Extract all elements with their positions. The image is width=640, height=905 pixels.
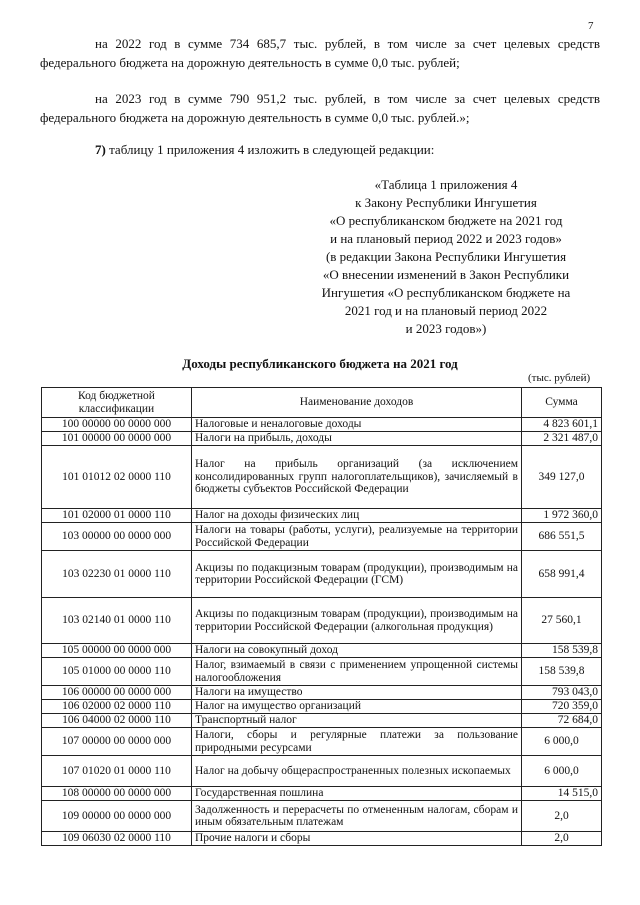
table-title: Доходы республиканского бюджета на 2021 год xyxy=(182,356,458,371)
table-row xyxy=(42,446,602,509)
row-code: 107 01020 01 0000 110 xyxy=(42,756,192,787)
annex-line: (в редакции Закона Республики Ингушетия xyxy=(325,249,567,264)
revenue-table xyxy=(41,387,602,846)
annex-line: «Таблица 1 приложения 4 xyxy=(374,177,518,192)
annex-line: к Закону Республики Ингушетия xyxy=(355,195,537,210)
row-name: Налоги на прибыль, доходы xyxy=(192,432,522,446)
item-number: 7) xyxy=(95,142,106,157)
row-name: Налоговые и неналоговые доходы xyxy=(192,418,522,432)
row-code: 109 00000 00 0000 000 xyxy=(42,801,192,832)
paragraph-2023-sum xyxy=(40,89,600,127)
item-text: таблицу 1 приложения 4 изложить в следующей редакции: xyxy=(105,142,435,157)
row-code: 103 00000 00 0000 000 xyxy=(42,523,192,551)
row-sum: 14 515,0 xyxy=(522,787,602,801)
row-name: Налог на доходы физических лиц xyxy=(192,509,522,523)
table-units: (тыс. рублей) xyxy=(528,372,591,384)
annex-line: Ингушетия «О республиканском бюджете на xyxy=(321,285,571,300)
page-number: 7 xyxy=(588,20,594,32)
row-sum: 793 043,0 xyxy=(522,686,602,700)
row-sum: 158 539,8 xyxy=(522,658,602,686)
row-name: Транспортный налог xyxy=(192,714,522,728)
paragraph-2022-sum xyxy=(40,34,600,72)
row-name: Налог на прибыль организаций (за исключением консолидированных групп налогоплательщиков), зачисляемый в бюджеты субъектов Российской Федерации xyxy=(192,446,522,509)
table-row xyxy=(42,509,602,523)
header-sum: Сумма xyxy=(522,388,602,418)
row-sum: 72 684,0 xyxy=(522,714,602,728)
row-name: Налог на имущество организаций xyxy=(192,700,522,714)
paragraph-item-7 xyxy=(40,140,600,159)
row-code: 101 02000 01 0000 110 xyxy=(42,509,192,523)
row-sum: 686 551,5 xyxy=(522,523,602,551)
table-header-row xyxy=(42,388,602,418)
table-row xyxy=(42,714,602,728)
row-sum: 658 991,4 xyxy=(522,551,602,598)
table-row xyxy=(42,686,602,700)
row-sum: 6 000,0 xyxy=(522,728,602,756)
row-sum: 158 539,8 xyxy=(522,644,602,658)
row-sum: 4 823 601,1 xyxy=(522,418,602,432)
row-code: 106 04000 02 0000 110 xyxy=(42,714,192,728)
table-row xyxy=(42,418,602,432)
row-code: 105 00000 00 0000 000 xyxy=(42,644,192,658)
table-row xyxy=(42,700,602,714)
row-sum: 2,0 xyxy=(522,801,602,832)
row-code: 106 00000 00 0000 000 xyxy=(42,686,192,700)
row-code: 103 02230 01 0000 110 xyxy=(42,551,192,598)
annex-header xyxy=(290,176,602,338)
table-row xyxy=(42,551,602,598)
row-sum: 720 359,0 xyxy=(522,700,602,714)
row-code: 106 02000 02 0000 110 xyxy=(42,700,192,714)
row-name: Налог, взимаемый в связи с применением упрощенной системы налогообложения xyxy=(192,658,522,686)
row-code: 101 00000 00 0000 000 xyxy=(42,432,192,446)
row-name: Налоги на имущество xyxy=(192,686,522,700)
table-row xyxy=(42,832,602,846)
row-code: 105 01000 00 0000 110 xyxy=(42,658,192,686)
table-row xyxy=(42,756,602,787)
annex-line: «О республиканском бюджете на 2021 год xyxy=(329,213,563,228)
table-row xyxy=(42,801,602,832)
row-code: 101 01012 02 0000 110 xyxy=(42,446,192,509)
row-code: 100 00000 00 0000 000 xyxy=(42,418,192,432)
annex-line: и на плановый период 2022 и 2023 годов» xyxy=(330,231,562,246)
row-sum: 1 972 360,0 xyxy=(522,509,602,523)
row-name: Прочие налоги и сборы xyxy=(192,832,522,846)
row-code: 109 06030 02 0000 110 xyxy=(42,832,192,846)
row-code: 107 00000 00 0000 000 xyxy=(42,728,192,756)
header-code: Код бюджетной классификации xyxy=(42,388,192,418)
row-name: Налог на добычу общераспространенных полезных ископаемых xyxy=(192,756,522,787)
row-name: Налоги, сборы и регулярные платежи за пользование природными ресурсами xyxy=(192,728,522,756)
table-row xyxy=(42,658,602,686)
row-sum: 27 560,1 xyxy=(522,598,602,644)
row-name: Задолженность и перерасчеты по отмененным налогам, сборам и иным обязательным платежам xyxy=(192,801,522,832)
header-name: Наименование доходов xyxy=(192,388,522,418)
row-name: Акцизы по подакцизным товарам (продукции), производимым на территории Российской Федерации (ГСМ) xyxy=(192,551,522,598)
row-name: Налоги на товары (работы, услуги), реализуемые на территории Российской Федерации xyxy=(192,523,522,551)
row-code: 108 00000 00 0000 000 xyxy=(42,787,192,801)
row-name: Государственная пошлина xyxy=(192,787,522,801)
annex-line: 2021 год и на плановый период 2022 xyxy=(344,303,548,318)
paragraph-2022-text: на 2022 год в сумме 734 685,7 тыс. рублей, в том числе за счет целевых средств федерального бюджета на дорожную деятельность в сумме 0,0 тыс. рублей; xyxy=(40,36,600,70)
row-sum: 2 321 487,0 xyxy=(522,432,602,446)
row-code: 103 02140 01 0000 110 xyxy=(42,598,192,644)
row-sum: 349 127,0 xyxy=(522,446,602,509)
annex-line: «О внесении изменений в Закон Республики xyxy=(322,267,570,282)
row-sum: 2,0 xyxy=(522,832,602,846)
table-row xyxy=(42,598,602,644)
row-sum: 6 000,0 xyxy=(522,756,602,787)
row-name: Акцизы по подакцизным товарам (продукции), производимым на территории Российской Федерации (алкогольная продукция) xyxy=(192,598,522,644)
paragraph-2023-text: на 2023 год в сумме 790 951,2 тыс. рублей, в том числе за счет целевых средств федерального бюджета на дорожную деятельность в сумме 0,0 тыс. рублей.»; xyxy=(40,91,600,125)
row-name: Налоги на совокупный доход xyxy=(192,644,522,658)
table-row xyxy=(42,787,602,801)
table-row xyxy=(42,523,602,551)
table-row xyxy=(42,644,602,658)
table-row xyxy=(42,728,602,756)
annex-line: и 2023 годов») xyxy=(405,321,487,336)
table-row xyxy=(42,432,602,446)
